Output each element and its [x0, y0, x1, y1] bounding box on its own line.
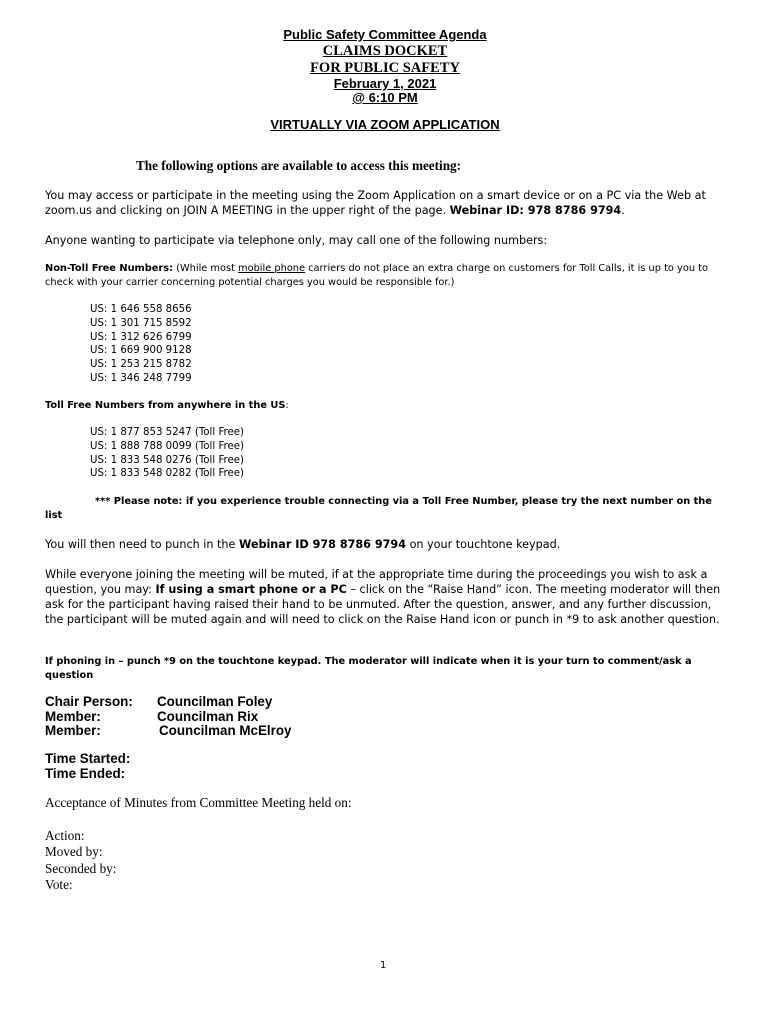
member-role: Member: [45, 708, 101, 724]
non-toll-number-list [90, 303, 192, 386]
toll-free-number-list [90, 426, 244, 481]
time-ended: Time Ended: [45, 765, 126, 781]
phone-number: US: 1 833 548 0282 (Toll Free) [90, 468, 245, 480]
phone-number: US: 1 253 215 8782 [90, 359, 192, 371]
member-role: Member: [45, 723, 101, 738]
phone-number: US: 1 301 715 8592 [90, 317, 192, 329]
page-number: 1 [380, 960, 387, 971]
member-name: Councilman Rix [157, 708, 259, 724]
meeting-mode: VIRTUALLY VIA ZOOM APPLICATION [270, 117, 500, 132]
vote-label: Vote: [45, 876, 73, 892]
committee-members [45, 695, 291, 739]
toll-free-heading [45, 400, 289, 411]
non-toll-post: carriers do not place an extra charge on customers for Toll Calls, it is up to you to check with your carrier concerning potential charges you would be responsible for.) [45, 263, 708, 288]
member-row [45, 695, 291, 710]
phone-number: US: 1 346 248 7799 [90, 372, 192, 384]
claims-docket-title: CLAIMS DOCKET [322, 43, 448, 59]
phone-number: US: 1 312 626 6799 [90, 331, 192, 343]
member-row [45, 724, 291, 739]
toll-free-note: *** Please note: if you experience trouble connecting via a Toll Free Number, please try the next number on the list [45, 496, 712, 521]
non-toll-label: Non-Toll Free Numbers: [45, 263, 173, 274]
action-block [45, 828, 116, 893]
meeting-time: @ 6:10 PM [352, 90, 418, 105]
toll-free-colon: : [285, 400, 289, 411]
agenda-title: Public Safety Committee Agenda [283, 27, 487, 42]
mobile-phone-underlined: mobile phone [238, 263, 306, 274]
punch-post: on your touchtone keypad. [409, 538, 561, 551]
punch-in-instruction [45, 538, 560, 551]
zoom-access-text: You may access or participate in the meeting using the Zoom Application on a smart device or on a PC via the Web at zoom.us and clicking on JOIN A MEETING in the upper right of the page. [45, 189, 706, 217]
public-safety-subtitle: FOR PUBLIC SAFETY [310, 60, 460, 76]
member-name: Councilman Foley [157, 694, 273, 709]
action-label: Action: [45, 828, 85, 843]
muted-post: – click on the “Raise Hand” icon. The meeting moderator will then ask for the participant having raised their hand to be unmuted. After the question, answer, and any further discussion, the participant will be muted again and will need to click on the Raise Hand icon or punch in *9 to ask another question. [45, 583, 721, 626]
member-name: Councilman McElroy [159, 723, 292, 738]
seconded-by-label: Seconded by: [45, 860, 117, 876]
meeting-date: February 1, 2021 [333, 76, 437, 91]
muted-pre: While everyone joining the meeting will be muted, if at the appropriate time during the proceedings you wish to ask a question, you may: [45, 568, 708, 596]
moved-by-label: Moved by: [45, 844, 103, 860]
time-started: Time Started: [45, 751, 131, 766]
phone-number: US: 1 669 900 9128 [90, 345, 192, 357]
punch-pre: You will then need to punch in the [45, 538, 236, 551]
non-toll-paragraph [45, 262, 730, 290]
zoom-access-paragraph [45, 188, 725, 218]
muted-bold: If using a smart phone or a PC [155, 583, 347, 596]
member-role: Chair Person: [45, 694, 133, 709]
punch-webinar-id: Webinar ID 978 8786 9794 [238, 538, 406, 551]
options-heading: The following options are available to access this meeting: [136, 158, 462, 173]
non-toll-pre: (While most [176, 263, 235, 274]
toll-free-label: Toll Free Numbers from anywhere in the US [45, 400, 286, 411]
member-row [45, 710, 291, 725]
phone-number: US: 1 833 548 0276 (Toll Free) [90, 454, 245, 466]
phoning-instruction: If phoning in – punch *9 on the touchtone keypad. The moderator will indicate when it is your turn to comment/ask a question [45, 656, 692, 681]
phone-number: US: 1 646 558 8656 [90, 304, 192, 315]
time-block [45, 752, 130, 781]
muted-paragraph [45, 567, 725, 627]
phone-intro: Anyone wanting to participate via telephone only, may call one of the following numbers: [45, 234, 548, 247]
acceptance-of-minutes: Acceptance of Minutes from Committee Meeting held on: [45, 795, 352, 810]
webinar-id: Webinar ID: 978 8786 9794 [449, 204, 622, 217]
phone-number: US: 1 888 788 0099 (Toll Free) [90, 440, 245, 452]
zoom-access-end: . [621, 204, 625, 217]
phone-number: US: 1 877 853 5247 (Toll Free) [90, 427, 245, 438]
